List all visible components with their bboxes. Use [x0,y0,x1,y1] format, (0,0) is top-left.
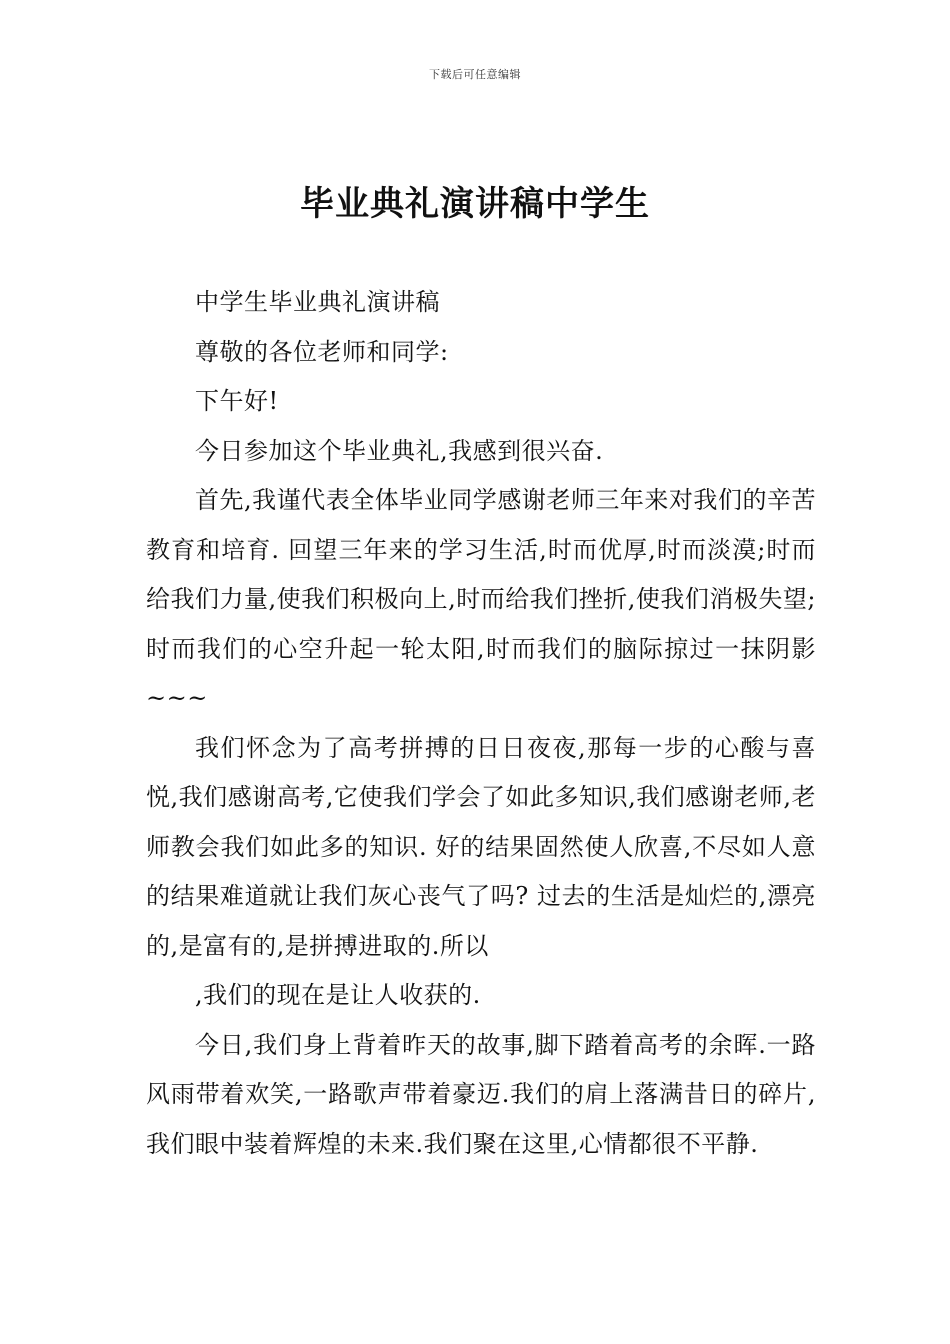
paragraph-today: 今日,我们身上背着昨天的故事,脚下踏着高考的余晖.一路风雨带着欢笑,一路歌声带着豪迈.我们的肩上落满昔日的碎片,我们眼中装着辉煌的未来.我们聚在这里,心情都很不平静. [146,1030,816,1158]
header-note: 下载后可任意编辑 [429,68,521,81]
paragraph-thanks: 首先,我谨代表全体毕业同学感谢老师三年来对我们的辛苦教育和培育. 回望三年来的学习生活,时而优厚,时而淡漠;时而给我们力量,使我们积极向上,时而给我们挫折,使我们消极失望;时而我们的心空升起一轮太阳,时而我们的脑际掠过一抹阴影~~~ [146,486,816,712]
document-title: 毕业典礼演讲稿中学生 [300,184,650,224]
document-body [146,278,816,1169]
paragraph-memories: 我们怀念为了高考拼搏的日日夜夜,那每一步的心酸与喜悦,我们感谢高考,它使我们学会了如此多知识,我们感谢老师,老师教会我们如此多的知识. 好的结果固然使人欣喜,不尽如人意的结果难道就让我们灰心丧气了吗? 过去的生活是灿烂的,漂亮的,是富有的,是拼搏进取的.所以 [146,733,816,960]
paragraph-continuation: ,我们的现在是让人收获的. [195,981,481,1009]
paragraph-subtitle: 中学生毕业典礼演讲稿 [195,288,440,316]
paragraph-opening: 今日参加这个毕业典礼,我感到很兴奋. [195,436,604,465]
paragraph-greeting: 下午好! [195,387,279,415]
paragraph-salutation: 尊敬的各位老师和同学: [195,337,449,366]
